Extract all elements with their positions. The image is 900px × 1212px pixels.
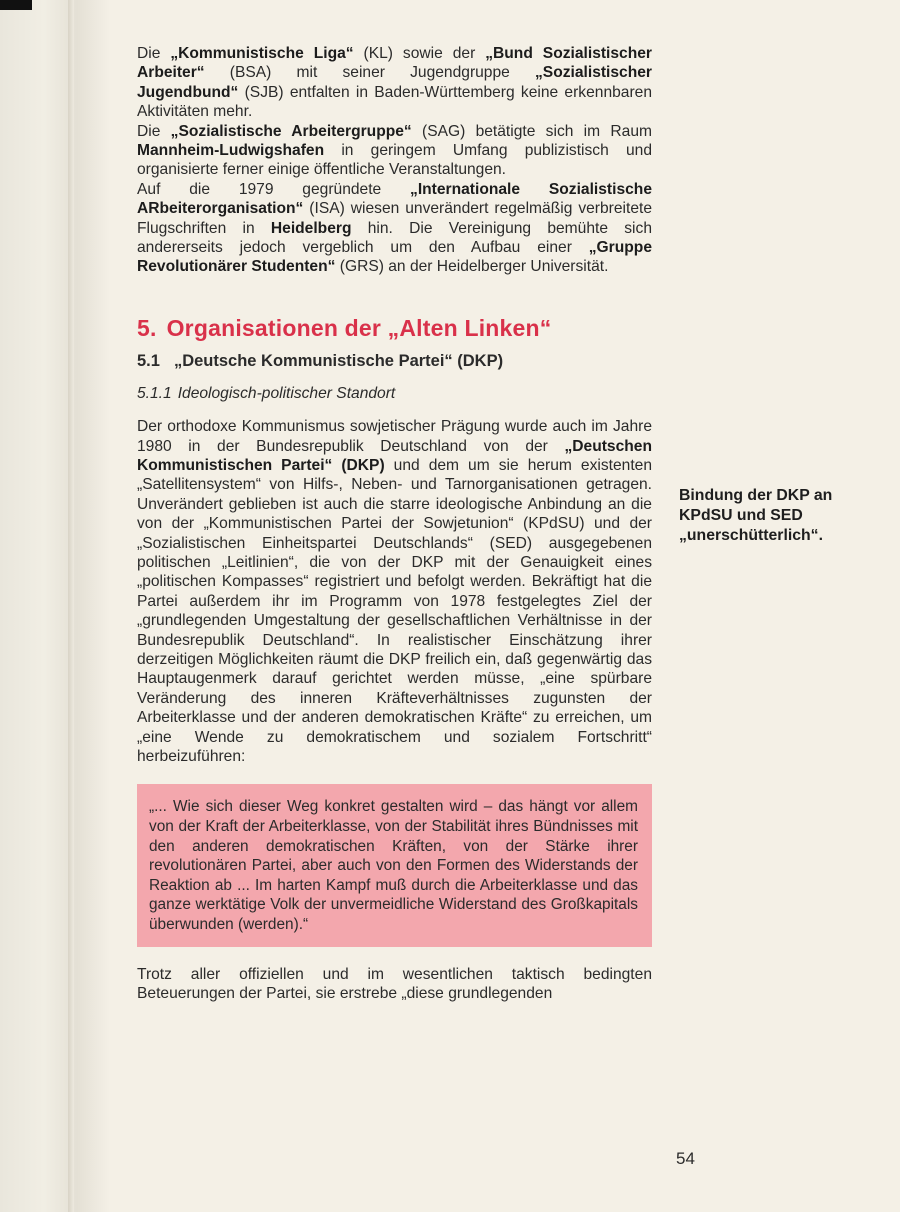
text-run: (GRS) an der Heidelberger Universität.	[335, 258, 609, 276]
quote-box	[137, 784, 652, 946]
text-run: (SJB) entfalten in Baden-Württemberg keine erkennbaren Aktivitäten mehr.	[137, 83, 652, 121]
subsection-heading	[137, 384, 652, 403]
margin-note: Bindung der DKP an KPdSU und SED „unerschütterlich“.	[679, 487, 833, 544]
bold-term: „Gruppe Revolutionärer Studenten“	[137, 239, 652, 276]
page-edge-shadow	[0, 0, 110, 1212]
text-run: (BSA) mit seiner Jugendgruppe	[204, 64, 535, 82]
text-run: Auf die 1979 gegründete	[137, 180, 411, 198]
text-run: hin. Die Vereinigung bemühte sich andererseits jedoch vergeblich um den Aufbau einer	[137, 219, 652, 257]
bold-term: „Sozialistische Arbeitergruppe“	[170, 122, 412, 140]
chapter-title: Organisationen der „Alten Linken“	[166, 314, 552, 341]
bold-term: „Kommunistische Liga“	[170, 45, 354, 62]
bold-term: „Sozialistischer Jugendbund“	[137, 64, 652, 101]
bold-term: Mannheim-Ludwigshafen	[137, 142, 325, 160]
chapter-heading	[137, 314, 652, 341]
text-run: und dem um sie herum existenten „Satellitensystem“ von Hilfs-, Neben- und Tarnorganisationen getragen. Unverändert geblieben ist auch die starre ideologische Anbindung an die von der „Kommunistischen Partei der Sowjetunion“ (KPdSU) und der „Sozialistischen Einheitspartei Deutschlands“ (SED) ausgegebenen politischen „Leitlinien“, die von der DKP mit der Genauigkeit eines „politischen Kompasses“ registriert und befolgt werden. Bekräftigt hat die Partei außerdem ihr im Programm von 1978 festgelegtes Ziel der „grundlegenden Umgestaltung der gesellschaftlichen Verhältnisse in der Bundesrepublik Deutschland“. In realistischer Einschätzung ihrer derzeitigen Möglichkeiten räumt die DKP freilich ein, daß gegenwärtig das Hauptaugenmerk darauf gerichtet werden müsse, „eine spürbare Veränderung des inneren Kräfteverhältnisses zugunsten der Arbeiterklasse und der anderen demokratischen Kräfte“ zu erreichen, um „eine Wende zu demokratischem und sozialem Fortschritt“ herbeizuführen:	[137, 456, 652, 765]
bold-term: „Internationale Sozialistische ARbeiterorganisation“	[137, 180, 652, 218]
section-heading	[137, 352, 652, 371]
paragraph-closing: Trotz aller offiziellen und im wesentlichen taktisch bedingten Beteuerungen der Partei, sie erstrebe „diese grundlegenden	[137, 965, 652, 1002]
quote-text: „... Wie sich dieser Weg konkret gestalten wird – das hängt vor allem von der Kraft der Arbeiterklasse, von der Stabilität ihres Bündnisses mit den anderen demokratischen Kräften, von der Stärke ihrer revolutionären Partei, aber auch von den Formen des Widerstands der Reaktion ab ... Im harten Kampf muß durch die Arbeiterklasse und das ganze werktätige Volk der unvermeidliche Widerstand des Großkapitals überwunden (werden).“	[149, 798, 638, 933]
text-run: Die	[137, 45, 171, 62]
main-text-column	[137, 44, 652, 1003]
subsection-title: Ideologisch-politischer Standort	[177, 384, 396, 402]
page-number: 54	[676, 1149, 695, 1168]
chapter-number: 5.	[137, 314, 157, 341]
text-run: (ISA) wiesen unverändert regelmäßig verbreitete Flugschriften in	[137, 200, 652, 237]
paragraph-sag	[137, 122, 652, 180]
bold-term: Heidelberg	[270, 219, 352, 237]
section-number: 5.1	[137, 352, 160, 371]
paragraph-isa	[137, 180, 652, 277]
corner-mark	[0, 0, 32, 10]
text-run: Der orthodoxe Kommunismus sowjetischer Prägung wurde auch im Jahre 1980 in der Bundesrepublik Deutschland von der	[137, 418, 652, 455]
text-run: (KL) sowie der	[353, 45, 486, 62]
text-run: in geringem Umfang publizistisch und organisierte ferner einige öffentliche Veranstaltungen.	[137, 142, 652, 179]
bold-term: „Bund Sozialistischer Arbeiter“	[137, 45, 652, 82]
paragraph-dkp-standort	[137, 417, 652, 766]
paragraph-kl-bsa	[137, 44, 652, 122]
text-run: (SAG) betätigte sich im Raum	[411, 122, 652, 140]
bold-term: „Deutschen Kommunistischen Partei“ (DKP)	[137, 437, 652, 474]
text-run: Die	[137, 122, 171, 140]
section-title: „Deutsche Kommunistische Partei“ (DKP)	[173, 352, 504, 371]
intro-paragraphs	[137, 44, 652, 277]
subsection-number: 5.1.1	[137, 384, 172, 402]
